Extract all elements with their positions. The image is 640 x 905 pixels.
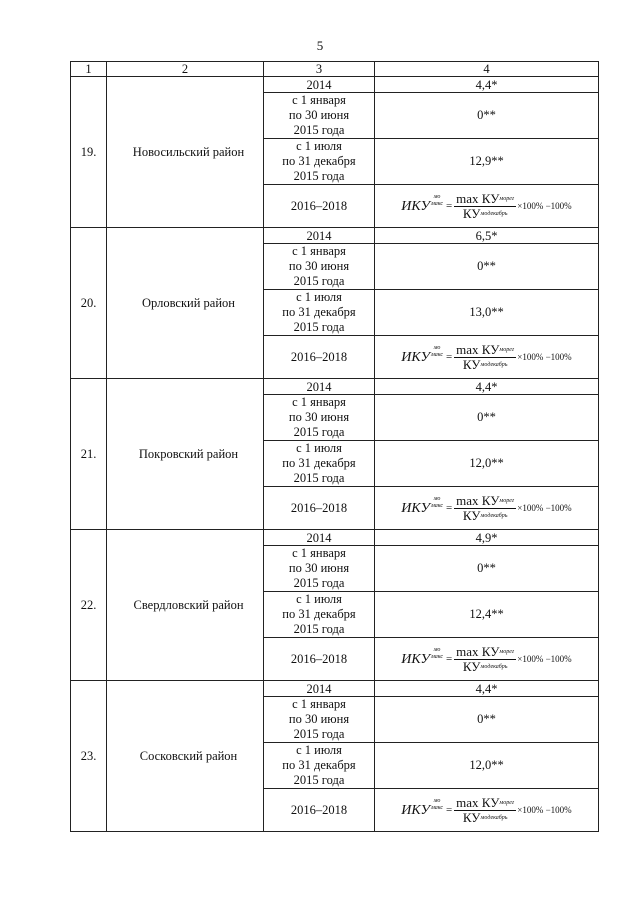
value-cell: 12,9** [375,139,599,185]
value-cell: 0** [375,546,599,592]
period-cell: с 1 января по 30 июня 2015 года [264,546,375,592]
period-cell: с 1 января по 30 июня 2015 года [264,395,375,441]
value-cell [375,638,599,681]
value-cell [375,336,599,379]
district-name: Покровский район [107,379,264,530]
growth-index-formula: ИКУ мо макс = $\frac{\max КУ^{мо}рег}{КУ^{мо}декабрь}$ ×100% −100% [401,794,572,825]
period-cell: 2014 [264,530,375,546]
row-number: 21. [71,379,107,530]
period-cell: 2016–2018 [264,487,375,530]
value-cell [375,789,599,832]
row-number: 20. [71,228,107,379]
period-cell: 2016–2018 [264,789,375,832]
row-number: 23. [71,681,107,832]
period-cell: с 1 июля по 31 декабря 2015 года [264,743,375,789]
header-col-3: 3 [264,62,375,77]
formula-lhs: ИКУ мо макс [401,797,444,818]
header-col-4: 4 [375,62,599,77]
district-name: Свердловский район [107,530,264,681]
value-cell: 13,0** [375,290,599,336]
value-cell: 12,0** [375,441,599,487]
value-cell: 12,4** [375,592,599,638]
value-cell: 12,0** [375,743,599,789]
growth-index-formula: ИКУ мо макс = $\frac{\max КУ^{мо}рег}{КУ^{мо}декабрь}$ ×100% −100% [401,643,572,674]
tariff-table [70,61,599,832]
period-cell: с 1 июля по 31 декабря 2015 года [264,139,375,185]
period-cell: с 1 июля по 31 декабря 2015 года [264,592,375,638]
table-row [71,681,599,697]
growth-index-formula: ИКУ мо макс = $\frac{\max КУ^{мо}рег}{КУ^{мо}декабрь}$ ×100% −100% [401,492,572,523]
value-cell: 0** [375,244,599,290]
period-cell: с 1 января по 30 июня 2015 года [264,93,375,139]
period-cell: с 1 июля по 31 декабря 2015 года [264,290,375,336]
growth-index-formula: ИКУ мо макс = $\frac{\max КУ^{мо}рег}{КУ^{мо}декабрь}$ ×100% −100% [401,341,572,372]
period-cell: с 1 января по 30 июня 2015 года [264,697,375,743]
formula-lhs: ИКУ мо макс [401,495,444,516]
value-cell [375,487,599,530]
value-cell: 4,9* [375,530,599,546]
period-cell: 2014 [264,681,375,697]
value-cell: 4,4* [375,77,599,93]
table-row [71,228,599,244]
period-cell: с 1 января по 30 июня 2015 года [264,244,375,290]
page-number: 5 [316,38,324,53]
period-cell: 2014 [264,379,375,395]
formula-lhs: ИКУ мо макс [401,646,444,667]
period-cell: 2014 [264,228,375,244]
period-cell: 2016–2018 [264,185,375,228]
growth-index-formula: ИКУ мо макс = $\frac{\max КУ^{мо}рег}{КУ^{мо}декабрь}$ ×100% −100% [401,190,572,221]
value-cell [375,185,599,228]
district-name: Орловский район [107,228,264,379]
row-number: 22. [71,530,107,681]
value-cell: 4,4* [375,379,599,395]
value-cell: 4,4* [375,681,599,697]
row-number: 19. [71,77,107,228]
value-cell: 0** [375,93,599,139]
period-cell: с 1 июля по 31 декабря 2015 года [264,441,375,487]
district-name: Новосильский район [107,77,264,228]
header-col-1: 1 [71,62,107,77]
value-cell: 0** [375,395,599,441]
period-cell: 2016–2018 [264,336,375,379]
table-row [71,77,599,93]
table-row [71,379,599,395]
period-cell: 2016–2018 [264,638,375,681]
value-cell: 0** [375,697,599,743]
table-row [71,530,599,546]
table-header-row [71,62,599,77]
district-name: Сосковский район [107,681,264,832]
period-cell: 2014 [264,77,375,93]
value-cell: 6,5* [375,228,599,244]
header-col-2: 2 [107,62,264,77]
formula-lhs: ИКУ мо макс [401,193,444,214]
formula-lhs: ИКУ мо макс [401,344,444,365]
